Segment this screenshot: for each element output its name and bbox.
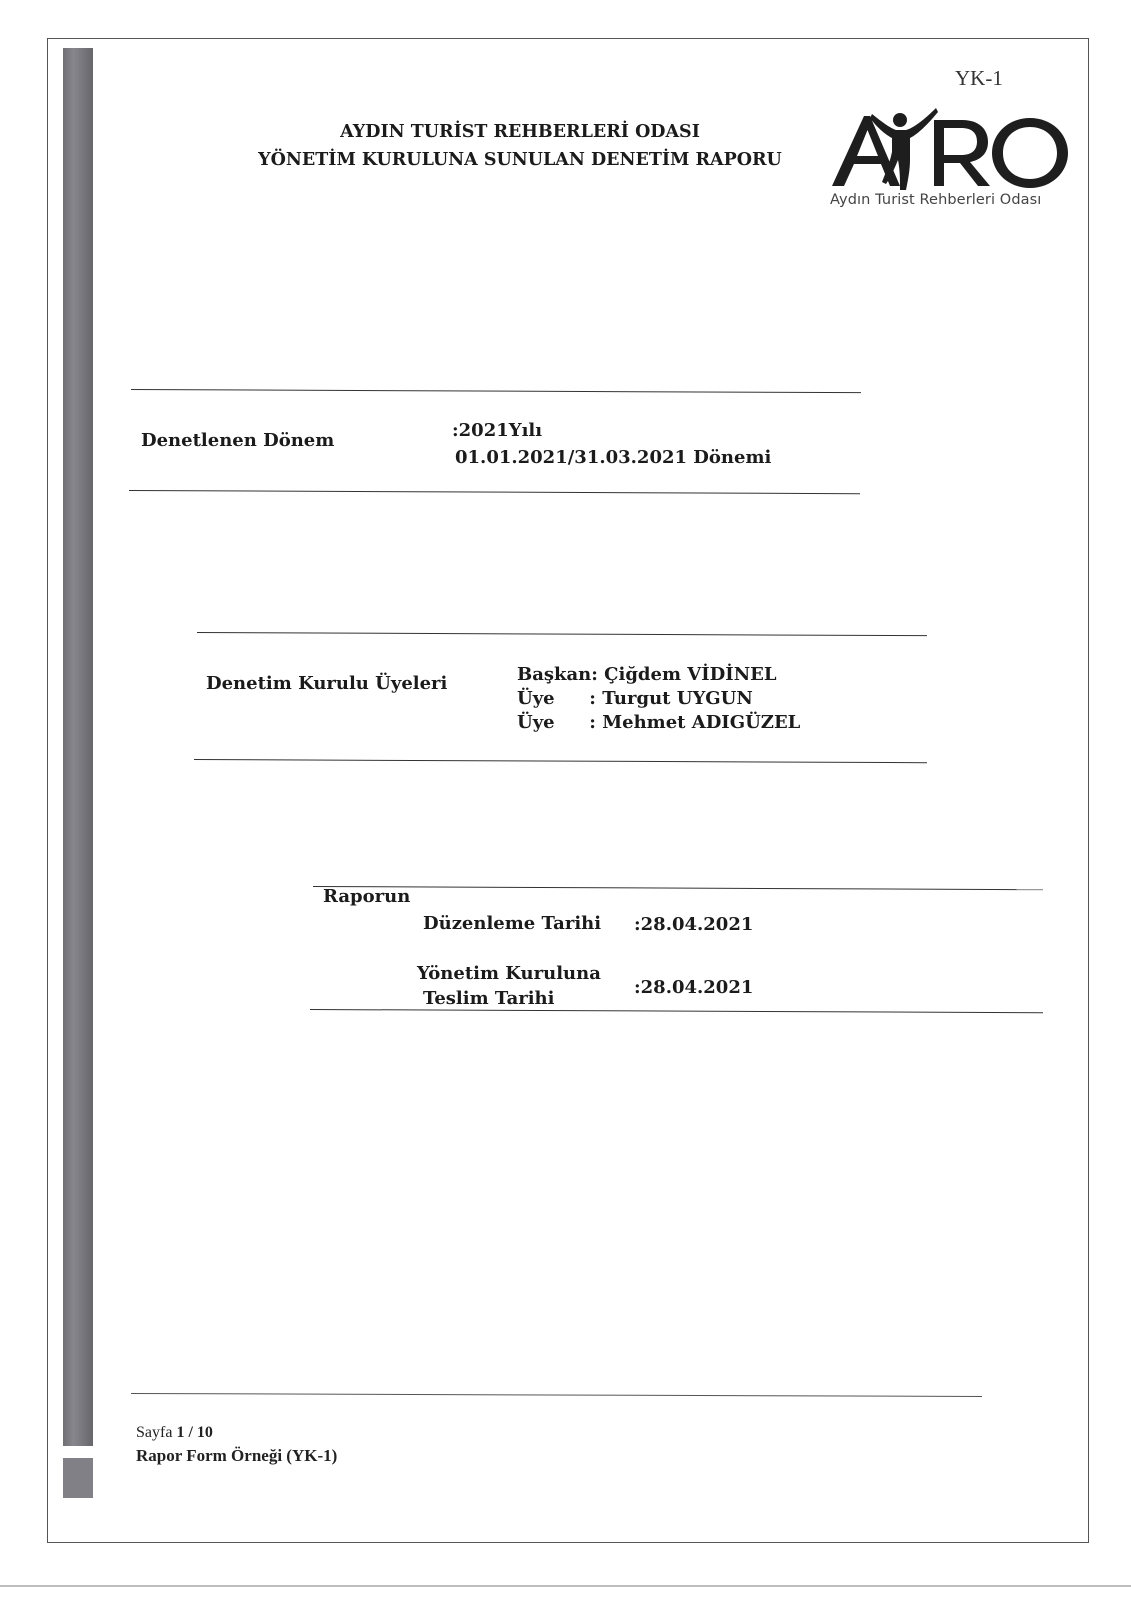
document-code: YK-1 bbox=[955, 66, 1003, 90]
board-member bbox=[517, 664, 777, 688]
form-name: Rapor Form Örneği (YK-1) bbox=[136, 1446, 338, 1465]
scan-bottom-rule bbox=[0, 1585, 1131, 1587]
board-member-name: : Turgut UYGUN bbox=[589, 688, 753, 709]
prepared-date-value: :28.04.2021 bbox=[634, 914, 754, 935]
page-number bbox=[136, 1424, 213, 1442]
board-member-role: Üye bbox=[517, 712, 555, 733]
board-member-role: Başkan: bbox=[517, 664, 598, 685]
board-member-name: : Mehmet ADIGÜZEL bbox=[589, 712, 801, 733]
side-square bbox=[63, 1458, 93, 1498]
page-prefix: Sayfa bbox=[136, 1424, 173, 1441]
board-member-name: Çiğdem VİDİNEL bbox=[604, 664, 777, 685]
board-member-role: Üye bbox=[517, 688, 555, 709]
page-count: 1 / 10 bbox=[176, 1424, 213, 1441]
atro-logo bbox=[830, 100, 1075, 225]
title-line-1: AYDIN TURİST REHBERLERİ ODASI bbox=[340, 122, 700, 142]
audit-period-range: 01.01.2021/31.03.2021 Dönemi bbox=[455, 447, 772, 468]
report-label: Raporun bbox=[323, 886, 411, 907]
page-frame bbox=[47, 38, 1089, 1543]
title-line-2: YÖNETİM KURULUNA SUNULAN DENETİM RAPORU bbox=[258, 150, 782, 170]
prepared-date-label: Düzenleme Tarihi bbox=[423, 913, 602, 934]
side-stripe bbox=[63, 48, 93, 1446]
audit-period-year: :2021Yılı bbox=[452, 420, 543, 441]
board-member bbox=[517, 688, 753, 712]
audit-board-label: Denetim Kurulu Üyeleri bbox=[206, 673, 448, 694]
board-member bbox=[517, 712, 800, 736]
delivered-date-value: :28.04.2021 bbox=[634, 977, 754, 998]
logo-subtitle: Aydın Turist Rehberleri Odası bbox=[830, 192, 1042, 208]
atro-logo-icon bbox=[830, 100, 1075, 200]
document-title bbox=[250, 118, 790, 174]
delivered-date-label-line-1: Yönetim Kuruluna bbox=[417, 963, 601, 984]
delivered-date-label-line-2: Teslim Tarihi bbox=[423, 988, 555, 1009]
audit-period-label: Denetlenen Dönem bbox=[141, 430, 335, 451]
